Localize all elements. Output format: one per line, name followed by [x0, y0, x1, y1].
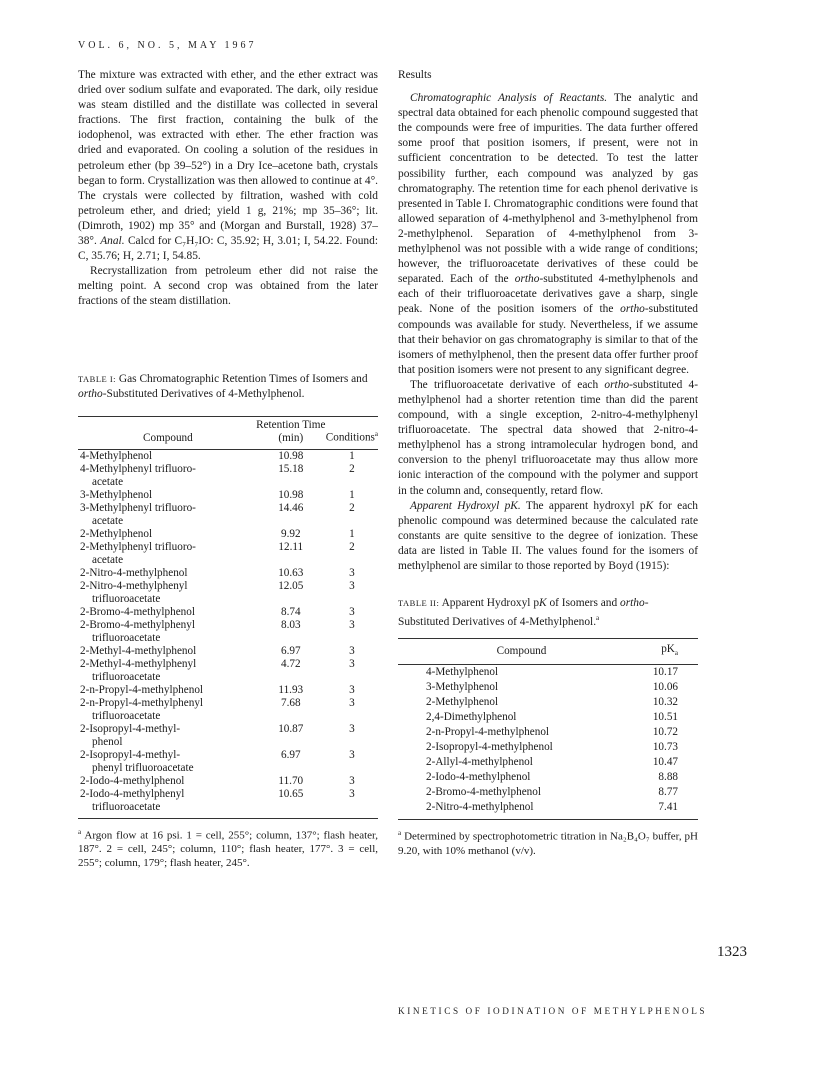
- conditions-cell: 3: [349, 657, 355, 670]
- table-row: [398, 680, 698, 695]
- footnote-mark: a: [78, 827, 82, 836]
- compound-cell: 2-n-Propyl-4-methylphenol: [426, 726, 550, 739]
- compound-cell: [78, 449, 256, 463]
- table-row: [78, 489, 378, 502]
- caption-part-end: -Substituted Derivatives of 4-Methylphenol.: [102, 387, 305, 400]
- compound-line-1: 2-n-Propyl-4-methylphenol: [80, 683, 204, 696]
- retention-time-cell: 10.98: [278, 488, 304, 501]
- compound-cell: [78, 619, 256, 645]
- compound-line-1: 2-Iodo-4-methylphenyl: [80, 787, 185, 800]
- compound-cell: 2-Nitro-4-methylphenol: [426, 801, 534, 814]
- table-2-footnote: [398, 826, 698, 858]
- conditions-cell: 3: [349, 787, 355, 800]
- conditions-cell: 3: [349, 696, 355, 709]
- table-row: [78, 749, 378, 775]
- conditions-cell: 3: [349, 683, 355, 696]
- ortho-word: ortho: [620, 303, 645, 316]
- table-row: [398, 785, 698, 800]
- compound-line-2: acetate: [92, 475, 124, 488]
- paragraph-text: The mixture was extracted with ether, and the ether extract was dried over sodium sulfate and evaporated. The dark, oily residue was steam distilled and the distillate was collected in several fractions. The first fraction, containing the bulk of the iodophenol, was extracted with ether. The ether fraction was dried and evaporated. On cooling a solution of the residues in petroleum ether (bp 39–52°) in a Dry Ice–acetone bath, crystals began to form. Crystallization was then allowed to continue at 4°. The crystals were collected by filtration, washed with cold petroleum ether, and dried; yield 1 g, 21%; mp 35–36°; lit. (Dimroth, 1902) mp 35° and (Morgan and Burstall, 1928) 37–38°.: [78, 69, 378, 248]
- footnote-mark: a: [398, 829, 402, 838]
- compound-line-2: trifluoroacetate: [92, 631, 161, 644]
- conditions-cell: 3: [349, 566, 355, 579]
- paragraph-text-end: Calcd for C₇H₇IO: C, 35.92; H, 3.01; I, 54.22. Found: C, 35.76; H, 2.71; I, 54.85.: [78, 235, 378, 263]
- compound-line-1: 2-Nitro-4-methylphenyl: [80, 579, 188, 592]
- ortho-word: ortho: [604, 378, 630, 391]
- compound-line-2: trifluoroacetate: [92, 592, 161, 605]
- conditions-cell: 3: [349, 748, 355, 761]
- table-row: [78, 619, 378, 645]
- compound-cell: [78, 489, 256, 502]
- retention-time-cell: 11.70: [278, 774, 304, 787]
- table-row: [78, 697, 378, 723]
- pk-cell: 10.51: [652, 711, 678, 724]
- conditions-cell: 3: [349, 618, 355, 631]
- table-1-footnote: [78, 825, 378, 871]
- table-1-label: TABLE I:: [78, 373, 117, 384]
- compound-line-1: 2-Isopropyl-4-methyl-: [80, 722, 181, 735]
- caption-ortho: ortho: [78, 387, 103, 400]
- compound-cell: [78, 528, 256, 541]
- header-conditions-text: Conditions: [325, 431, 375, 444]
- compound-cell: [78, 645, 256, 658]
- compound-line-2: trifluoroacetate: [92, 800, 161, 813]
- compound-line-1: 2-Nitro-4-methylphenol: [80, 566, 188, 579]
- caption-part-end: -Substituted Derivatives of 4-Methylphenol.: [398, 597, 649, 628]
- pk-cell: 7.41: [658, 801, 678, 814]
- footnote-text: Determined by spectrophotometric titration in Na₂B₄O₇ buffer, pH 9.20, with 10% methanol (v/v).: [398, 830, 698, 857]
- table-row: [398, 755, 698, 770]
- compound-line-2: acetate: [92, 553, 124, 566]
- footnote-text: Argon flow at 16 psi. 1 = cell, 255°; column, 137°; flash heater, 187°. 2 = cell, 245°; column, 110°; flash heater, 177°. 3 = cell, 255°; column, 179°; flash heater, 245°.: [78, 829, 378, 870]
- table-2: [398, 596, 698, 858]
- section-title: Results: [398, 69, 432, 81]
- chromatographic-paragraph: [398, 91, 698, 378]
- hydroxyl-paragraph: [398, 499, 698, 574]
- pk-cell: 10.47: [652, 756, 678, 769]
- header-pk-sub: a: [674, 649, 678, 658]
- compound-cell: [78, 541, 256, 567]
- table-row: [398, 695, 698, 710]
- compound-cell: [78, 606, 256, 619]
- header-pk-text: pK: [661, 642, 675, 655]
- table-1: [78, 372, 378, 871]
- table-1-caption: [78, 372, 378, 402]
- compound-line-1: 4-Methylphenyl trifluoro-: [80, 462, 196, 475]
- compound-cell: 4-Methylphenol: [426, 666, 499, 679]
- table-2-caption: [398, 596, 698, 630]
- compound-cell: 2,4-Dimethylphenol: [426, 711, 517, 724]
- caption-ortho: ortho: [620, 597, 645, 610]
- table-row: [78, 449, 378, 463]
- retention-time-cell: 6.97: [280, 644, 301, 657]
- compound-line-1: 3-Methylphenol: [80, 488, 153, 501]
- conditions-cell: 3: [349, 774, 355, 787]
- recrystallization-paragraph: Recrystallization from petroleum ether did not raise the melting point. A second crop was obtained from the later fractions of the steam distillation.: [78, 265, 378, 308]
- subhead-chromatographic: Chromatographic Analysis of Reactants.: [410, 92, 608, 105]
- table-row: [78, 541, 378, 567]
- compound-line-1: 2-Methyl-4-methylphenyl: [80, 657, 197, 670]
- caption-mark: a: [596, 614, 600, 623]
- retention-time-cell: 12.05: [278, 579, 304, 592]
- pk-cell: 10.06: [652, 681, 678, 694]
- table-row: [78, 580, 378, 606]
- pk-cell: 10.32: [652, 696, 678, 709]
- compound-cell: 2-Iodo-4-methylphenol: [426, 771, 531, 784]
- retention-time-cell: 9.92: [280, 527, 301, 540]
- table-row: [398, 770, 698, 785]
- retention-time-cell: 10.65: [278, 787, 304, 800]
- conditions-cell: 1: [349, 449, 355, 462]
- paragraph-part: -substituted 4-methylphenol had a shorter retention time than did the parent compound, with a single exception, 2-nitro-4-methylphenyl trifluoroacetate. The spectral data showed that 2-nitro-4-methylphenol has a strong intramolecular hydrogen bond, and conversion to the phenyl trifluoroacetate may thus allow more ionic interaction of the compound with the polymer and support in the column and, consequently, retard flow.: [398, 378, 699, 497]
- header-pk: [617, 638, 698, 664]
- pk-cell: 8.77: [658, 786, 678, 799]
- retention-time-cell: 15.18: [278, 462, 304, 475]
- paragraph-part: -substituted compounds was available for study. Nevertheless, if we assume that their behavior on gas chromatography is similar to that of the isomers of methylphenol, then the present data offer further proof that position isomers were not present to any significant degree.: [398, 303, 698, 376]
- retention-time-cell: 4.72: [280, 657, 301, 670]
- anal-label: Anal.: [100, 235, 125, 248]
- page-number: 1323: [717, 944, 747, 960]
- subhead-hydroxyl: Apparent Hydroxyl pK.: [410, 499, 521, 512]
- retention-time-cell: 11.93: [278, 683, 304, 696]
- compound-cell: 2-Allyl-4-methylphenol: [426, 756, 533, 769]
- compound-cell: [78, 775, 256, 788]
- table-row: [398, 725, 698, 740]
- compound-cell: [78, 580, 256, 606]
- compound-cell: [78, 463, 256, 489]
- compound-cell: [78, 567, 256, 580]
- compound-line-1: 2-Bromo-4-methylphenol: [80, 605, 195, 618]
- retention-time-cell: 8.74: [280, 605, 301, 618]
- table-row: [398, 740, 698, 755]
- compound-line-1: 2-Methylphenol: [80, 527, 153, 540]
- conditions-cell: 2: [349, 540, 355, 553]
- paragraph-part: for each phenolic compound was determined because the calculated rate constants are quite sensitive to the degree of ionization. These data are listed in Table II. The values found for the isomers of methylphenol are similar to those reported by Boyd (1915):: [398, 499, 699, 572]
- running-head: VOL. 6, NO. 5, MAY 1967: [78, 40, 257, 51]
- compound-cell: [78, 684, 256, 697]
- paragraph-part: The apparent hydroxyl p: [520, 499, 646, 512]
- paragraph-part: -substituted 4-methylphenols and each of their trifluoroacetate derivatives gave a sharp, single peak. None of the position isomers of the: [398, 273, 698, 316]
- table-row: [398, 665, 698, 681]
- table-2-body: [398, 665, 698, 816]
- table-row: [398, 800, 698, 815]
- compound-line-2: phenyl trifluoroacetate: [92, 761, 194, 774]
- compound-line-1: 2-Bromo-4-methylphenyl: [80, 618, 195, 631]
- header-compound: Compound: [496, 645, 547, 657]
- retention-time-cell: 10.63: [278, 566, 304, 579]
- table-row: [78, 528, 378, 541]
- compound-cell: [78, 658, 256, 684]
- table-row: [78, 502, 378, 528]
- caption-part: of Isomers and: [546, 597, 621, 610]
- conditions-cell: 3: [349, 579, 355, 592]
- compound-cell: 3-Methylphenol: [426, 681, 499, 694]
- compound-line-1: 3-Methylphenyl trifluoro-: [80, 501, 196, 514]
- compound-line-2: acetate: [92, 514, 124, 527]
- pk-cell: 10.73: [652, 741, 678, 754]
- conditions-cell: 3: [349, 605, 355, 618]
- compound-cell: [78, 788, 256, 814]
- compound-line-2: trifluoroacetate: [92, 709, 161, 722]
- compound-line-1: 2-Isopropyl-4-methyl-: [80, 748, 181, 761]
- ortho-word: ortho: [514, 273, 540, 286]
- right-column: [398, 68, 698, 858]
- compound-cell: [78, 723, 256, 749]
- conditions-cell: 2: [349, 501, 355, 514]
- compound-cell: [78, 749, 256, 775]
- header-cond-mark: a: [374, 429, 378, 438]
- conditions-cell: 3: [349, 722, 355, 735]
- retention-time-cell: 7.68: [280, 696, 301, 709]
- compound-line-1: 4-Methylphenol: [80, 449, 153, 462]
- k-symbol: K: [645, 499, 654, 512]
- table-1-grid: [78, 416, 378, 814]
- retention-time-cell: 6.97: [280, 748, 301, 761]
- left-column: [78, 68, 378, 870]
- compound-cell: 2-Methylphenol: [426, 696, 499, 709]
- retention-time-cell: 12.11: [278, 540, 304, 553]
- table-2-label: TABLE II:: [398, 598, 440, 609]
- experimental-paragraph: [78, 68, 378, 264]
- table-row: [78, 606, 378, 619]
- compound-cell: 2-Isopropyl-4-methylphenol: [426, 741, 553, 754]
- running-foot: KINETICS OF IODINATION OF METHYLPHENOLS: [398, 1006, 708, 1016]
- table-row: [78, 788, 378, 814]
- trifluoroacetate-paragraph: [398, 378, 698, 499]
- retention-time-cell: 10.98: [278, 449, 304, 462]
- retention-time-cell: 8.03: [280, 618, 301, 631]
- compound-line-1: 2-Iodo-4-methylphenol: [80, 774, 185, 787]
- caption-part: Apparent Hydroxyl p: [439, 597, 540, 610]
- compound-cell: [78, 697, 256, 723]
- pk-cell: 10.17: [652, 666, 678, 679]
- compound-line-1: 2-n-Propyl-4-methylphenyl: [80, 696, 204, 709]
- header-compound: Compound: [143, 431, 193, 444]
- table-row: [78, 723, 378, 749]
- table-row: [78, 567, 378, 580]
- conditions-cell: 1: [349, 527, 355, 540]
- table-row: [78, 775, 378, 788]
- paragraph-part: The analytic and spectral data obtained for each phenolic compound suggested that the compounds were free of impurities. The data further offered some proof that position isomers, if present, were not in sufficient concentration to be detected. To test the latter possibility further, each compound was analyzed by gas chromatography. The retention time for each phenol derivative is presented in Table I. Chromatographic conditions were found that allowed separation of 4-methylphenol and 3-methylphenol from 2-methylphenol. Separation of 4-methylphenol from 3-methylphenol was not possible with a wide range of conditions; however, the trifluoroacetate derivatives of these could be separated. Each of the: [398, 92, 699, 286]
- caption-k: K: [539, 597, 547, 610]
- pk-cell: 10.72: [652, 726, 678, 739]
- retention-time-cell: 14.46: [278, 501, 304, 514]
- table-2-grid: [398, 638, 698, 815]
- table-1-body: [78, 449, 378, 814]
- compound-cell: [78, 502, 256, 528]
- compound-line-1: 2-Methyl-4-methylphenol: [80, 644, 197, 657]
- table-row: [398, 710, 698, 725]
- table-row: [78, 658, 378, 684]
- pk-cell: 8.88: [658, 771, 678, 784]
- table-row: [78, 645, 378, 658]
- compound-cell: 2-Bromo-4-methylphenol: [426, 786, 541, 799]
- compound-line-2: trifluoroacetate: [92, 670, 161, 683]
- table-row: [78, 463, 378, 489]
- compound-line-2: phenol: [92, 735, 123, 748]
- conditions-cell: 1: [349, 488, 355, 501]
- retention-time-cell: 10.87: [278, 722, 304, 735]
- header-conditions: [326, 416, 378, 449]
- caption-part: Gas Chromatographic Retention Times of Isomers and: [116, 372, 368, 385]
- header-retention: Retention Time (min): [256, 418, 326, 444]
- paragraph-part: The trifluoroacetate derivative of each: [410, 378, 605, 391]
- conditions-cell: 2: [349, 462, 355, 475]
- compound-line-1: 2-Methylphenyl trifluoro-: [80, 540, 196, 553]
- table-row: [78, 684, 378, 697]
- conditions-cell: 3: [349, 644, 355, 657]
